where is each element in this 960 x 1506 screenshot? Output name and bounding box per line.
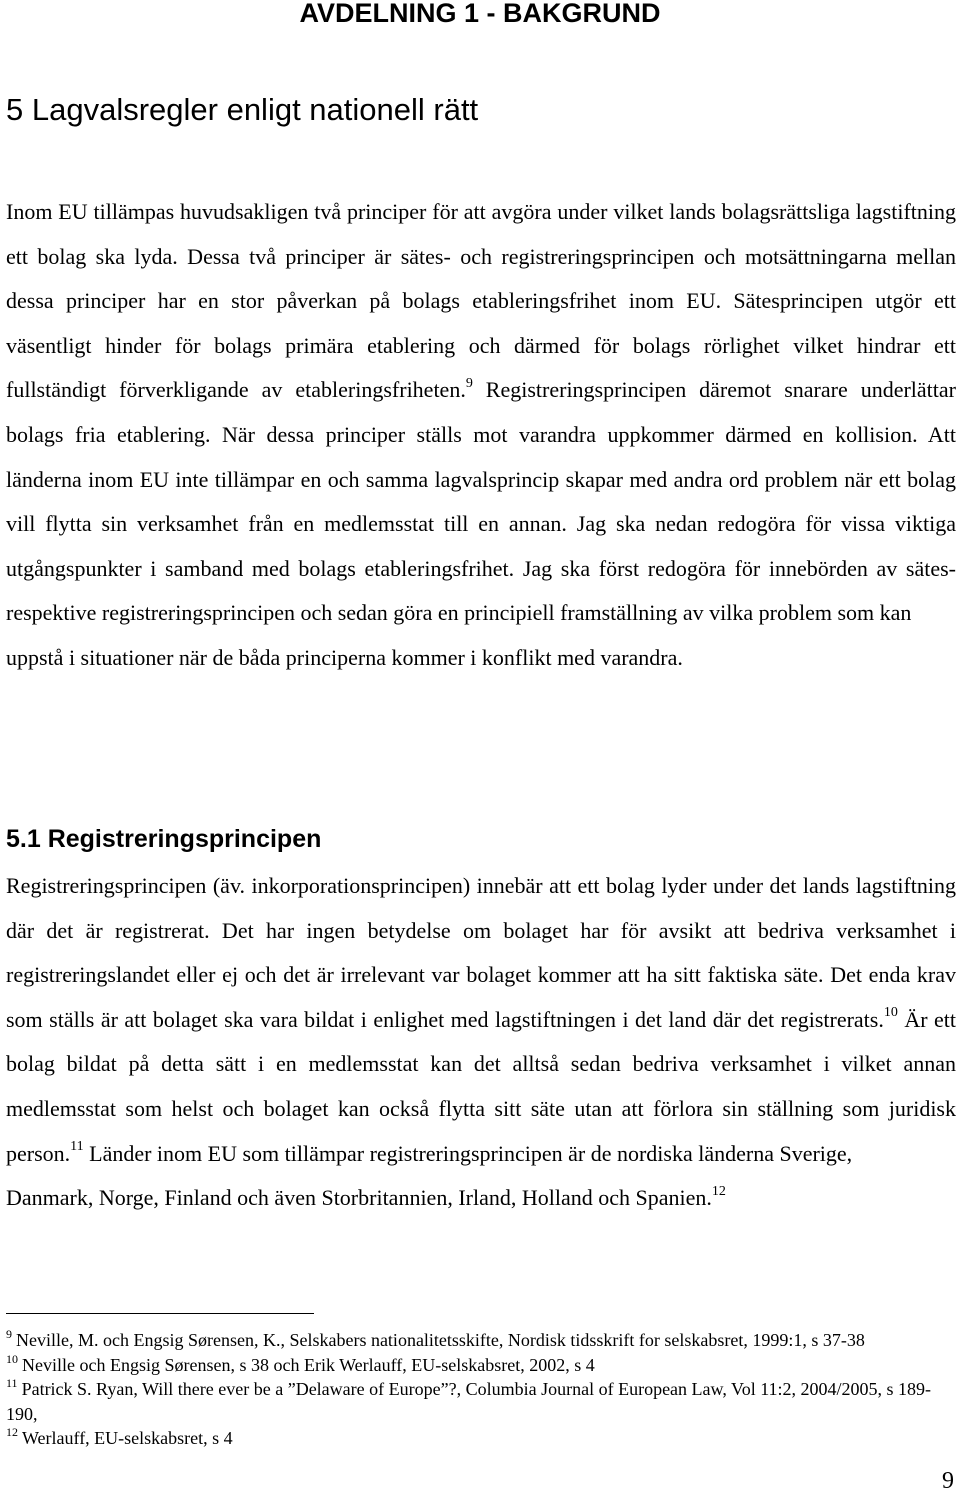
page-number: 9 bbox=[942, 1468, 954, 1494]
footnote-number: 11 bbox=[6, 1376, 18, 1390]
footnote-ref-10[interactable]: 10 bbox=[883, 1005, 898, 1021]
footnote-text: Neville och Engsig Sørensen, s 38 och Erik Werlauff, EU-selskabsret, 2002, s 4 bbox=[22, 1354, 595, 1375]
footnote-item bbox=[6, 1328, 956, 1353]
footnote-number: 10 bbox=[6, 1351, 18, 1366]
footnote-ref-9[interactable]: 9 bbox=[465, 376, 473, 392]
footnote-separator bbox=[6, 1313, 314, 1314]
footnote-text: Neville, M. och Engsig Sørensen, K., Selskabers nationalitetsskifte, Nordisk tidsskrift for selskabsret, 1999:1, s 37-38 bbox=[16, 1330, 865, 1350]
intro-text-b: Registreringsprincipen däremot snarare underlättar bolags fria etablering. När dessa principer ställs mot varandra uppkommer därmed en kollision. Att länderna inom EU inte tillämpar en och samma lagvalsprincip skapar med andra ord problem när ett bolag vill flytta sin verksamhet från en medlemsstat till en annan. Jag ska nedan redogöra för vissa viktiga utgångspunkter i samband med bolags etableringsfrihet. Jag ska först redogöra för innebörden av sätes- respektive registreringsprincipen och sedan göra en principiell framställning av vilka problem som kan bbox=[6, 377, 956, 626]
intro-text-last: uppstå i situationer när de båda principerna kommer i konflikt med varandra. bbox=[6, 644, 683, 670]
subsection-text-b: Är ett bolag bildat på detta sätt i en medlemsstat kan det alltså sedan bedriva verksamhet i vilket annan medlemsstat som helst och bolaget kan också flytta sitt säte utan att förlora sin ställning som juridisk person. bbox=[6, 1006, 956, 1166]
subsection-text-last: Danmark, Norge, Finland och även Storbritannien, Irland, Holland och Spanien. bbox=[6, 1185, 712, 1211]
intro-text-a: Inom EU tillämpas huvudsakligen två principer för att avgöra under vilket lands bolagsrättsliga lagstiftning ett bolag ska lyda. Dessa två principer är sätes- och registreringsprincipen och motsättningarna mellan dessa principer har en stor påverkan på bolags etableringsfrihet inom EU. Sätesprincipen utgör ett väsentligt hinder för bolags primära etablering och därmed för bolags rörlighet vilket hindrar ett fullständigt förverkligande av etableringsfriheten. bbox=[6, 199, 956, 403]
footnote-text: Patrick S. Ryan, Will there ever be a ”Delaware of Europe”?, Columbia Journal of European Law, Vol 11:2, 2004/2005, s 189-190, bbox=[6, 1379, 932, 1424]
footnote-text: Werlauff, EU-selskabsret, s 4 bbox=[22, 1428, 233, 1448]
chapter-title: 5 Lagvalsregler enligt nationell rätt bbox=[6, 92, 479, 127]
footnote-item bbox=[6, 1353, 956, 1378]
subsection-title: 5.1 Registreringsprincipen bbox=[6, 825, 322, 853]
section-title: AVDELNING 1 - BAKGRUND bbox=[299, 0, 661, 28]
subsection-paragraph bbox=[6, 864, 956, 1221]
footnote-ref-12[interactable]: 12 bbox=[711, 1183, 726, 1199]
footnote-ref-11[interactable]: 11 bbox=[70, 1139, 84, 1155]
subsection-text-c: Länder inom EU som tillämpar registreringsprincipen är de nordiska länderna Sverige, bbox=[83, 1140, 853, 1166]
footnote-number: 9 bbox=[6, 1327, 12, 1341]
intro-paragraph bbox=[6, 190, 956, 681]
footnote-number: 12 bbox=[6, 1425, 18, 1439]
subsection-text-a: Registreringsprincipen (äv. inkorporationsprincipen) innebär att ett bolag lyder under det lands lagstiftning där det är registrerat. Det har ingen betydelse om bolaget har för avsikt att bedriva verksamhet i registreringslandet eller ej och det är irrelevant var bolaget kommer att ha sitt faktiska säte. Det enda krav som ställs är att bolaget ska vara bildat i enlighet med lagstiftningen i det land där det registrerats. bbox=[6, 873, 956, 1032]
subsection-text-last-line bbox=[6, 1176, 956, 1221]
footnote-item bbox=[6, 1377, 956, 1426]
footnotes-list bbox=[6, 1328, 956, 1451]
footnote-item bbox=[6, 1426, 956, 1451]
